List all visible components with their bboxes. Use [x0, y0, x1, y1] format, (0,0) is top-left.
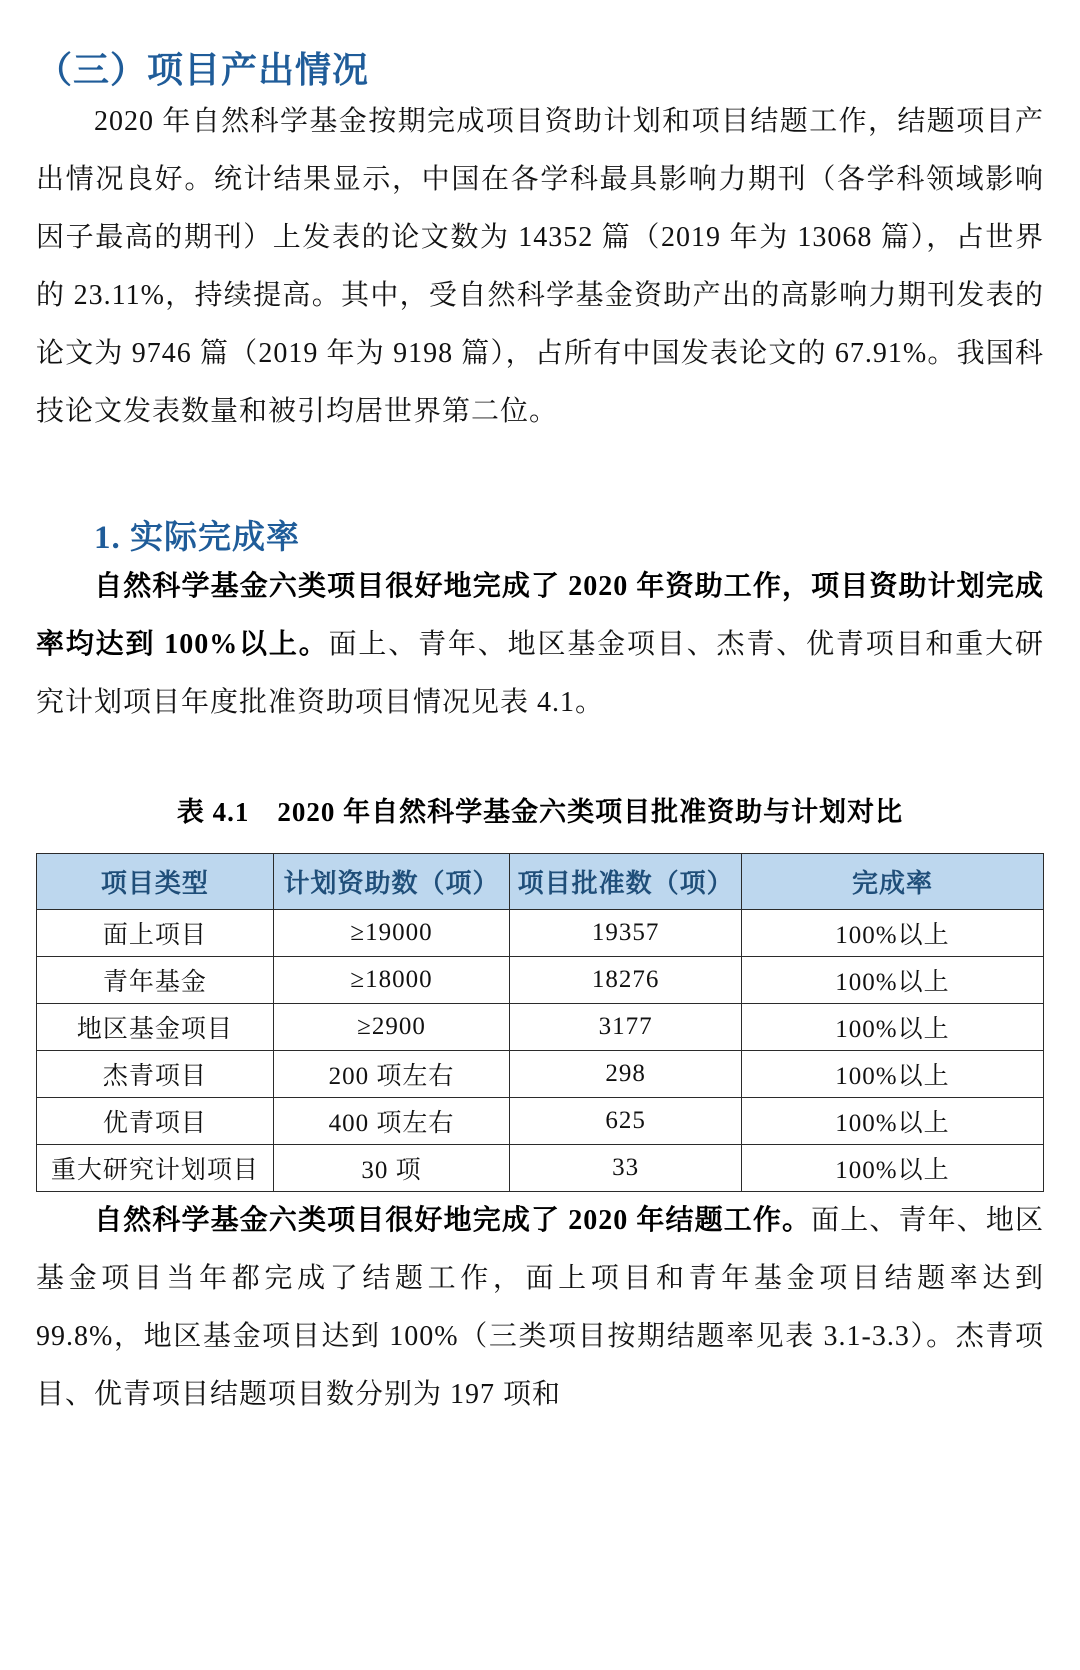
table-header-cell: 完成率 [741, 854, 1043, 910]
table-cell: ≥18000 [273, 957, 510, 1004]
table-cell: 18276 [510, 957, 742, 1004]
table-row [37, 1004, 1044, 1051]
table-cell: 杰青项目 [37, 1051, 274, 1098]
paragraph-completion [36, 1192, 1044, 1424]
table-cell: 400 项左右 [273, 1098, 510, 1145]
table-cell: ≥2900 [273, 1004, 510, 1051]
section-heading: （三）项目产出情况 [36, 50, 370, 90]
table-header-cell: 项目批准数（项） [510, 854, 742, 910]
table-cell: 30 项 [273, 1145, 510, 1192]
paragraph-funding [36, 558, 1044, 732]
table-cell: 青年基金 [37, 957, 274, 1004]
table-cell: 100%以上 [741, 1004, 1043, 1051]
table-header-cell: 项目类型 [37, 854, 274, 910]
table-cell: 100%以上 [741, 1145, 1043, 1192]
table-row [37, 1145, 1044, 1192]
table-cell: 重大研究计划项目 [37, 1145, 274, 1192]
table-cell: 面上项目 [37, 910, 274, 957]
table-cell: 19357 [510, 910, 742, 957]
paragraph-funding-bold: 自然科学基金六类项目很好地完成了 2020 年资助工作，项目资助计划完成率均达到 100%以上。 [36, 571, 1044, 660]
table-caption: 表 4.1 2020 年自然科学基金六类项目批准资助与计划对比 [176, 797, 904, 827]
table-cell: 地区基金项目 [37, 1004, 274, 1051]
table-cell: 100%以上 [741, 957, 1043, 1004]
paragraph-completion-rest: 面上、青年、地区基金项目当年都完成了结题工作，面上项目和青年基金项目结题率达到 99.8%，地区基金项目达到 100%（三类项目按期结题率见表 3.1-3.3）。杰青项目、优青项目结题项目数分别为 197 项和 [36, 1205, 1044, 1410]
table-row [37, 957, 1044, 1004]
table-cell: 33 [510, 1145, 742, 1192]
table-cell: 298 [510, 1051, 742, 1098]
table-cell: 200 项左右 [273, 1051, 510, 1098]
table-cell: 100%以上 [741, 1098, 1043, 1145]
subsection-heading: 1. 实际完成率 [94, 520, 300, 556]
paragraph-completion-bold: 自然科学基金六类项目很好地完成了 2020 年结题工作。 [94, 1205, 812, 1236]
table-header-cell: 计划资助数（项） [273, 854, 510, 910]
table-cell: 100%以上 [741, 1051, 1043, 1098]
table-row [37, 910, 1044, 957]
table-header-row [37, 854, 1044, 910]
paragraph-intro [36, 93, 1044, 441]
table-row [37, 1098, 1044, 1145]
paragraph-intro-text: 2020 年自然科学基金按期完成项目资助计划和项目结题工作，结题项目产出情况良好。统计结果显示，中国在各学科最具影响力期刊（各学科领域影响因子最高的期刊）上发表的论文数为 14352 篇（2019 年为 13068 篇），占世界的 23.11%，持续提高。其中，受自然科学基金资助产出的高影响力期刊发表的论文为 9746 篇（2019 年为 9198 篇），占所有中国发表论文的 67.91%。我国科技论文发表数量和被引均居世界第二位。 [36, 106, 1044, 427]
table-row [37, 1051, 1044, 1098]
table-cell: 3177 [510, 1004, 742, 1051]
table-cell: 625 [510, 1098, 742, 1145]
table-cell: 优青项目 [37, 1098, 274, 1145]
table-cell: 100%以上 [741, 910, 1043, 957]
table-cell: ≥19000 [273, 910, 510, 957]
paragraph-funding-rest: 面上、青年、地区基金项目、杰青、优青项目和重大研究计划项目年度批准资助项目情况见表 4.1。 [36, 629, 1044, 718]
table-4-1 [36, 853, 1044, 1192]
